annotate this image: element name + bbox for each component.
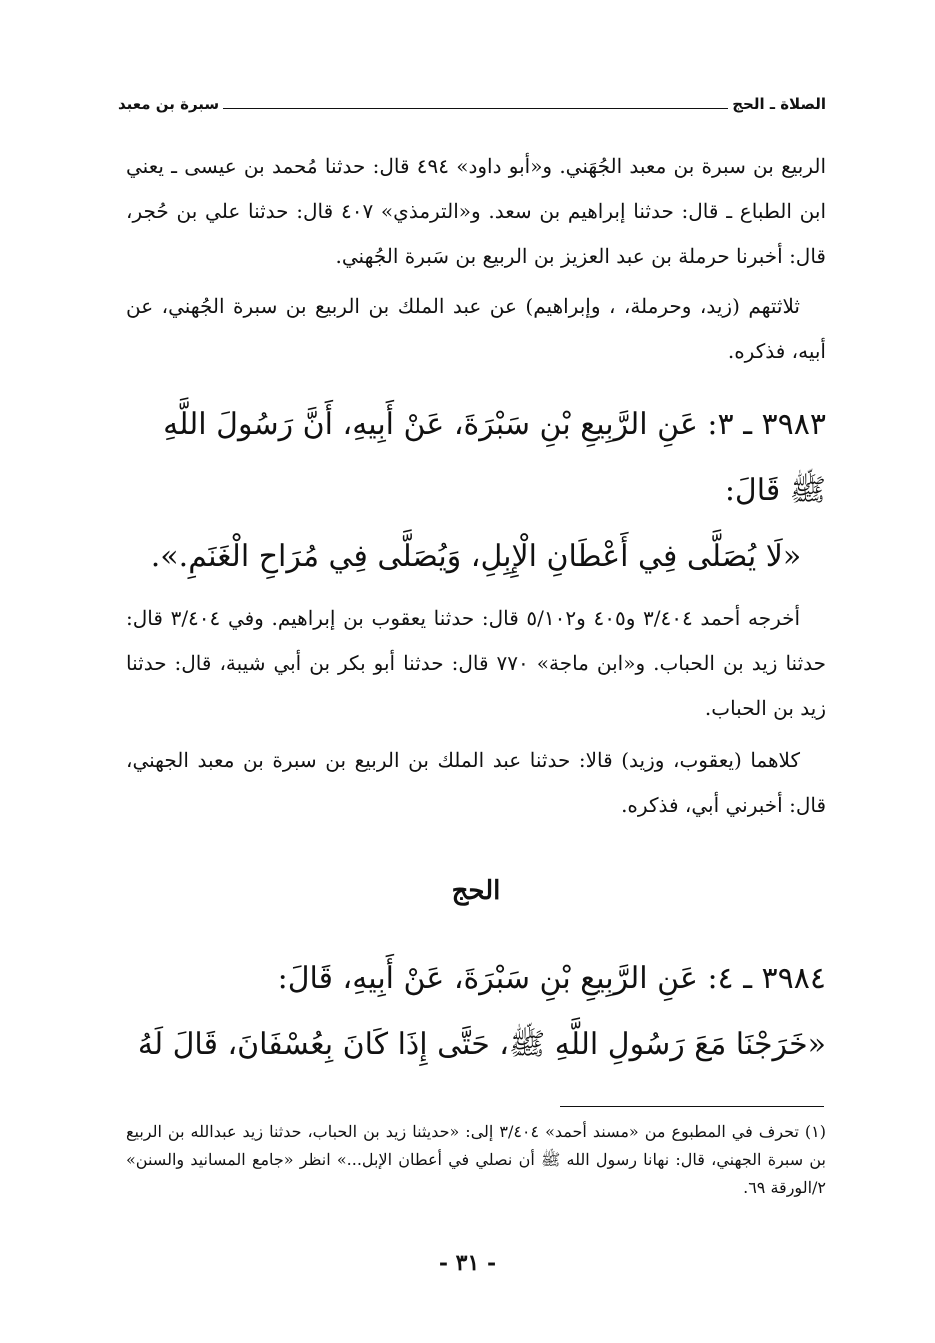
paragraph-3: أخرجه أحمد ٣/٤٠٤ و٤٠٥ و٥/١٠٢ قال: حدثنا يعقوب بن إبراهيم. وفي ٣/٤٠٤ قال: حدثنا زيد بن الحباب. و«ابن ماجة» ٧٧٠ قال: حدثنا أبو بكر بن أبي شيبة، قال: حدثنا زيد بن الحباب. (126, 606, 826, 720)
hadith-3983 (126, 392, 826, 590)
hadith-3983-isnad: ٣٩٨٣ ـ ٣: عَنِ الرَّبِيعِ بْنِ سَبْرَةَ، عَنْ أَبِيهِ، أَنَّ رَسُولَ اللَّهِ ﷺ قَالَ: (163, 407, 826, 508)
paragraph-3-block (126, 596, 826, 731)
hadith-3984-isnad: ٣٩٨٤ ـ ٤: عَنِ الرَّبِيعِ بْنِ سَبْرَةَ، عَنْ أَبِيهِ، قَالَ: (277, 961, 826, 996)
paragraph-1-block (126, 144, 826, 279)
header-right-title: الصلاة ـ الحج (732, 95, 826, 113)
paragraph-1: الربيع بن سبرة بن معبد الجُهَني. و«أبو داود» ٤٩٤ قال: حدثنا مُحمد بن عيسى ـ يعني ابن الطباع ـ قال: حدثنا إبراهيم بن سعد. و«الترمذي» ٤٠٧ قال: حدثنا علي بن حُجر، قال: أخبرنا حرملة بن عبد العزيز بن الربيع بن سَبرة الجُهني. (126, 154, 827, 268)
section-title: الحج (451, 876, 501, 906)
hadith-3984-matn: «خَرَجْنَا مَعَ رَسُولِ اللَّهِ ﷺ، حَتَّى إِذَا كَانَ بِعُسْفَانَ، قَالَ لَهُ (137, 1027, 826, 1062)
header-rule (223, 108, 728, 109)
header-left-title: سبرة بن معبد (118, 95, 220, 113)
page-number: - ٣١ - (438, 1250, 497, 1276)
footnote: (١) تحرف في المطبوع من «مسند أحمد» ٣/٤٠٤ إلى: «حديثنا زيد بن الحباب، حدثنا زيد عبدالله بن الربيع بن سبرة الجهني، قال: نهانا رسول الله ﷺ أن نصلي في أعطان الإبل...» انظر «جامع المسانيد والسنن» ٢/الورقة ٦٩. (126, 1122, 827, 1197)
hadith-3984 (126, 946, 826, 1078)
paragraph-4: كلاهما (يعقوب، وزيد) قالا: حدثنا عبد الملك بن الربيع بن سبرة بن معبد الجهني، قال: أخبرني أبي، فذكره. (126, 748, 826, 817)
paragraph-4-block (126, 738, 826, 828)
paragraph-2: ثلاثتهم (زيد، وحرملة، ، وإبراهيم) عن عبد الملك بن الربيع بن سبرة الجُهني، عن أبيه، فذكره. (126, 294, 826, 363)
paragraph-2-block (126, 284, 826, 374)
footnote-separator (560, 1106, 824, 1107)
running-header (118, 92, 826, 116)
hadith-3983-matn: «لَا يُصَلَّى فِي أَعْطَانِ الْإِبِلِ، وَيُصَلَّى فِي مُرَاحِ الْغَنَمِ.». (150, 539, 802, 574)
